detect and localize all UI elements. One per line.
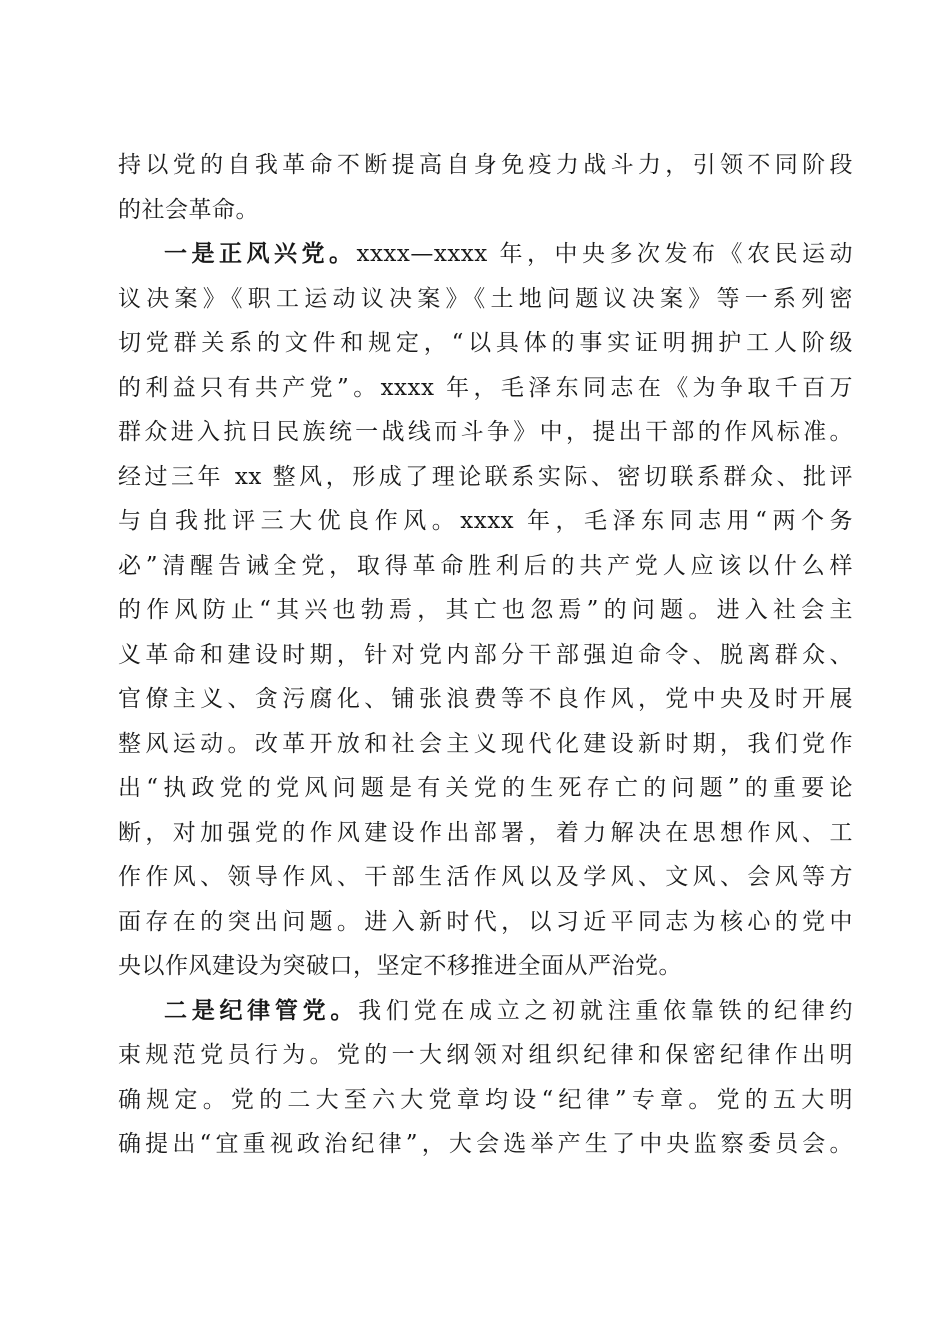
text-line: 持以党的自我革命不断提高自身免疫力战斗力，引领不同阶段 (118, 152, 853, 178)
text-line: 出“执政党的党风问题是有关党的生死存亡的问题”的重要论 (118, 775, 853, 801)
text-line: 央以作风建设为突破口，坚定不移推进全面从严治党。 (118, 953, 682, 979)
paragraph-jilv (118, 989, 853, 1167)
text-line: 整风运动。改革开放和社会主义现代化建设新时期，我们党作 (118, 730, 853, 757)
text-line: 群众进入抗日民族统一战线而斗争》中，提出干部的作风标准。 (118, 419, 853, 445)
text-line: 确规定。党的二大至六大党章均设“纪律”专章。党的五大明 (118, 1086, 853, 1113)
text-line: 官僚主义、贪污腐化、铺张浪费等不良作风，党中央及时开展 (118, 686, 853, 712)
text-line: 必”清醒告诫全党，取得革命胜利后的共产党人应该以什么样 (118, 552, 853, 579)
text-line: 议决案》《职工运动议决案》《土地问题议决案》等一系列密 (118, 285, 853, 312)
text-line (118, 232, 853, 277)
text-line: 经过三年 xx 整风，形成了理论联系实际、密切联系群众、批评 (118, 463, 853, 490)
text-line: 切党群关系的文件和规定，“以具体的事实证明拥护工人阶级 (118, 330, 853, 356)
text-line: 的利益只有共产党”。xxxx 年，毛泽东同志在《为争取千百万 (118, 374, 853, 401)
text-line (118, 989, 853, 1034)
text-line: 确提出“宜重视政治纪律”，大会选举产生了中央监察委员会。 (118, 1131, 853, 1157)
text-line: 的作风防止“其兴也勃焉，其亡也忽焉”的问题。进入社会主 (118, 597, 853, 623)
paragraph-continuation (118, 143, 853, 232)
text-span: xxxx—xxxx 年，中央多次发布《农民运动 (356, 241, 853, 267)
paragraph-lead-heading: 一是正风兴党。 (164, 240, 357, 267)
text-line: 作作风、领导作风、干部生活作风以及学风、文风、会风等方 (118, 864, 853, 890)
text-line: 断，对加强党的作风建设作出部署，着力解决在思想作风、工 (118, 819, 853, 846)
text-line: 义革命和建设时期，针对党内部分干部强迫命令、脱离群众、 (118, 641, 853, 668)
text-line: 面存在的突出问题。进入新时代，以习近平同志为核心的党中 (118, 908, 853, 935)
text-line: 的社会革命。 (118, 196, 259, 223)
text-line: 与自我批评三大优良作风。xxxx 年，毛泽东同志用“两个务 (118, 508, 853, 534)
paragraph-zhengfeng (118, 232, 853, 989)
paragraph-lead-heading: 二是纪律管党。 (164, 996, 359, 1024)
document-body (118, 143, 853, 1167)
text-line: 束规范党员行为。党的一大纲领对组织纪律和保密纪律作出明 (118, 1042, 853, 1068)
text-span: 我们党在成立之初就注重依靠铁的纪律约 (358, 997, 854, 1024)
